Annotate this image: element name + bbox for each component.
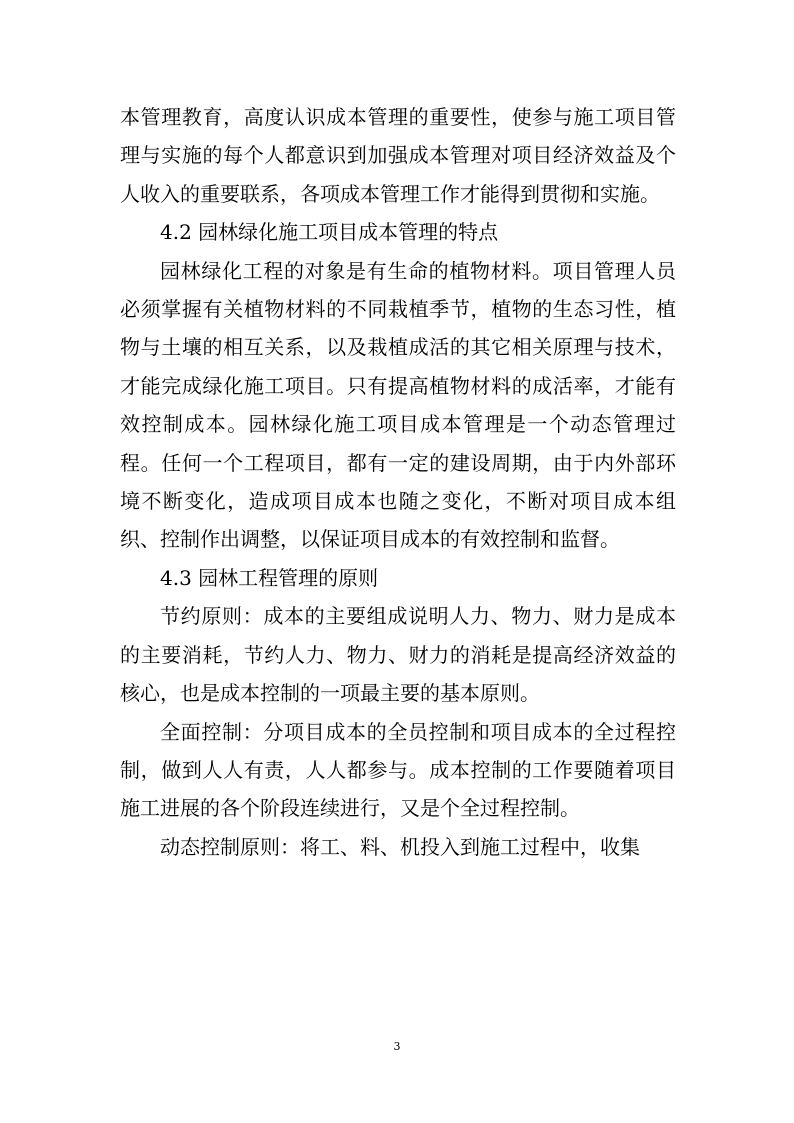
paragraph-comprehensive-control: 全面控制：分项目成本的全员控制和项目成本的全过程控制，做到人人有责，人人都参与。成本控制的工作要随着项目施工进展的各个阶段连续进行，又是个全过程控制。	[120, 719, 676, 821]
paragraph-dynamic-control: 动态控制原则：将工、料、机投入到施工过程中，收集	[160, 834, 640, 859]
section-heading-4-2: 4.2 园林绿化施工项目成本管理的特点	[160, 220, 499, 245]
page-number: 3	[393, 1040, 401, 1053]
paragraph-continuation: 本管理教育，高度认识成本管理的重要性，使参与施工项目管理与实施的每个人都意识到加强成本管理对项目经济效益及个人收入的重要联系，各项成本管理工作才能得到贯彻和实施。	[120, 105, 676, 206]
document-body	[120, 98, 676, 866]
paragraph-economy-principle: 节约原则：成本的主要组成说明人力、物力、财力是成本的主要消耗，节约人力、物力、财力的消耗是提高经济效益的核心，也是成本控制的一项最主要的基本原则。	[120, 604, 676, 706]
paragraph-characteristics: 园林绿化工程的对象是有生命的植物材料。项目管理人员必须掌握有关植物材料的不同栽植季节，植物的生态习性，植物与土壤的相互关系，以及栽植成活的其它相关原理与技术，才能完成绿化施工项目。只有提高植物材料的成活率，才能有效控制成本。园林绿化施工项目成本管理是一个动态管理过程。任何一个工程项目，都有一定的建设周期，由于内外部环境不断变化，造成项目成本也随之变化，不断对项目成本组织、控制作出调整，以保证项目成本的有效控制和监督。	[120, 258, 676, 552]
section-heading-4-3: 4.3 园林工程管理的原则	[160, 565, 379, 590]
